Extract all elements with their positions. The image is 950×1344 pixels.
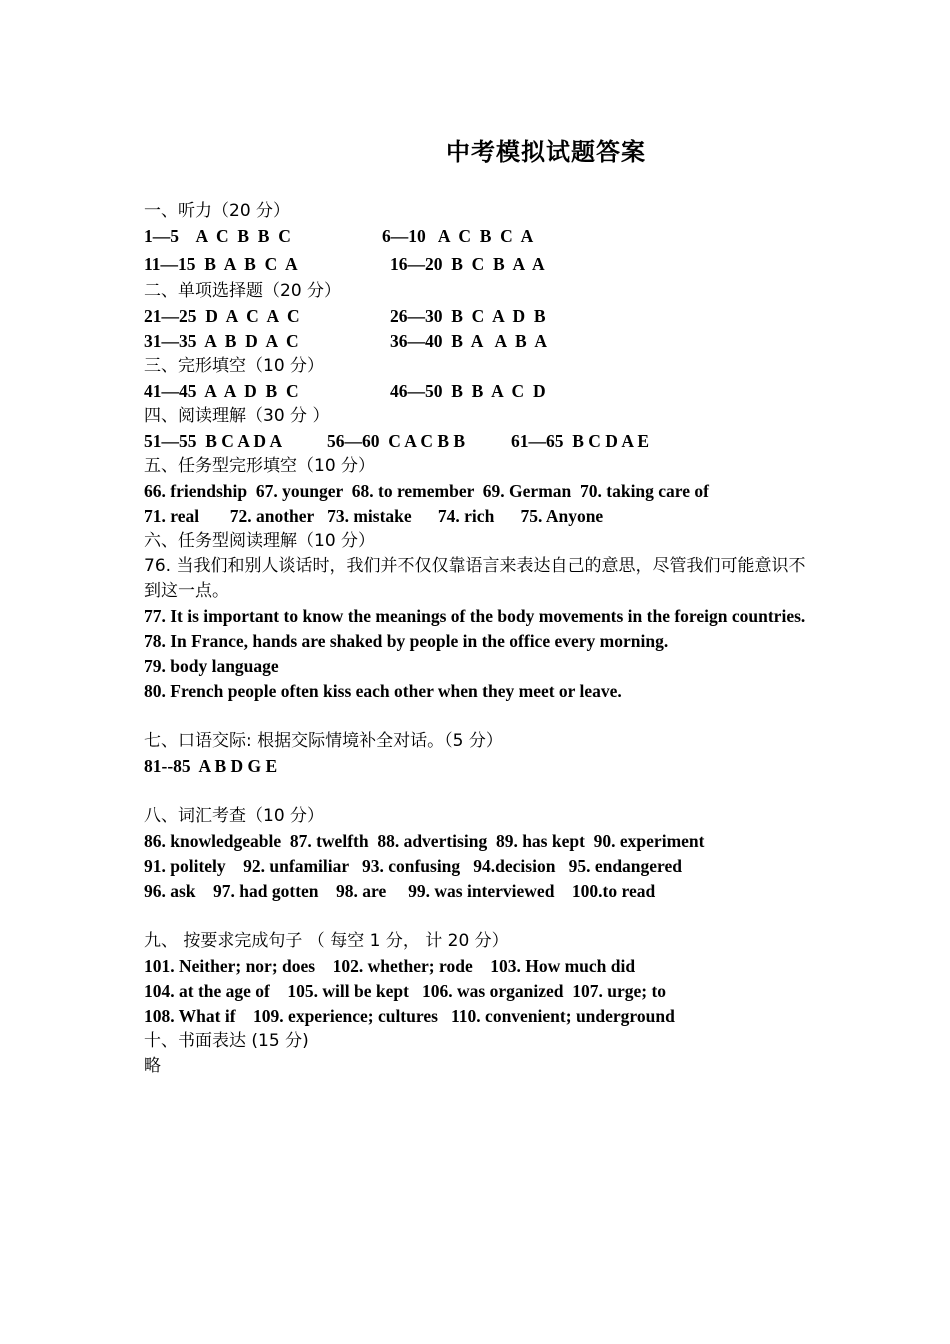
answer-row: 96. ask 97. had gotten 98. are 99. was interviewed 100.to read (144, 881, 656, 901)
answer-76: 76. 当我们和别人谈话时，我们并不仅仅靠语言来表达自己的意思，尽管我们可能意识不到这一点。 (144, 556, 806, 601)
section-heading-reading: 四、阅读理解（30 分 ） (144, 406, 330, 426)
answer-row (144, 379, 806, 404)
answer-content (144, 199, 806, 1079)
answer-group: 46—50 B B A C D (390, 381, 546, 401)
answer-row (144, 329, 806, 354)
answer-row (144, 429, 806, 454)
answer-row: 91. politely 92. unfamiliar 93. confusing 94.decision 95. endangered (144, 856, 683, 876)
answer-group: 6—10 A C B C A (382, 226, 534, 246)
answer-row: 86. knowledgeable 87. twelfth 88. advertising 89. has kept 90. experiment (144, 831, 705, 851)
answer-group: 21—25 D A C A C (144, 306, 300, 326)
page-title: 中考模拟试题答案 (446, 138, 646, 166)
section-heading-task-reading: 六、任务型阅读理解（10 分） (144, 531, 376, 551)
section-heading-dialogue: 七、口语交际: 根据交际情境补全对话。（5 分） (144, 731, 503, 751)
section-heading-vocabulary: 八、词汇考查（10 分） (144, 806, 325, 826)
answer-row: 108. What if 109. experience; cultures 110. convenient; underground (144, 1006, 675, 1026)
spacer (144, 904, 806, 929)
section-heading-cloze: 三、完形填空（10 分） (144, 356, 325, 376)
answer-group: 51—55 B C A D A (144, 431, 283, 451)
section-heading-writing: 十、书面表达 (15 分) (144, 1031, 309, 1051)
answer-group: 41—45 A A D B C (144, 381, 299, 401)
answer-group: 36—40 B A A B A (390, 331, 548, 351)
section-heading-single-choice: 二、单项选择题（20 分） (144, 281, 342, 301)
answer-group: 61—65 B C D A E (511, 431, 650, 451)
answer-77: 77. It is important to know the meanings of the body movements in the foreign countries. (144, 606, 806, 626)
answer-group: 56—60 C A C B B (327, 431, 466, 451)
answer-group: 31—35 A B D A C (144, 331, 299, 351)
answer-row (144, 304, 806, 329)
answer-group: 11—15 B A B C A (144, 254, 298, 274)
answer-row (144, 249, 806, 279)
section-heading-sentences: 九、 按要求完成句子 （ 每空 1 分， 计 20 分） (144, 931, 509, 951)
answer-group: 26—30 B C A D B (390, 306, 546, 326)
answer-79: 79. body language (144, 656, 279, 676)
answer-group: 16—20 B C B A A (390, 254, 545, 274)
spacer (144, 779, 806, 804)
spacer (144, 704, 806, 729)
answer-row: 略 (144, 1056, 161, 1076)
answer-row: 81--85 A B D G E (144, 756, 278, 776)
answer-80: 80. French people often kiss each other when they meet or leave. (144, 681, 622, 701)
answer-78: 78. In France, hands are shaked by people in the office every morning. (144, 631, 669, 651)
section-heading-listening: 一、听力（20 分） (144, 201, 291, 221)
section-heading-task-cloze: 五、任务型完形填空（10 分） (144, 456, 376, 476)
answer-row: 104. at the age of 105. will be kept 106. was organized 107. urge; to (144, 981, 667, 1001)
answer-row (144, 224, 806, 249)
answer-row: 101. Neither; nor; does 102. whether; rode 103. How much did (144, 956, 636, 976)
answer-group: 1—5 A C B B C (144, 226, 291, 246)
answer-row: 66. friendship 67. younger 68. to remember 69. German 70. taking care of (144, 481, 709, 501)
answer-row: 71. real 72. another 73. mistake 74. rich 75. Anyone (144, 506, 604, 526)
